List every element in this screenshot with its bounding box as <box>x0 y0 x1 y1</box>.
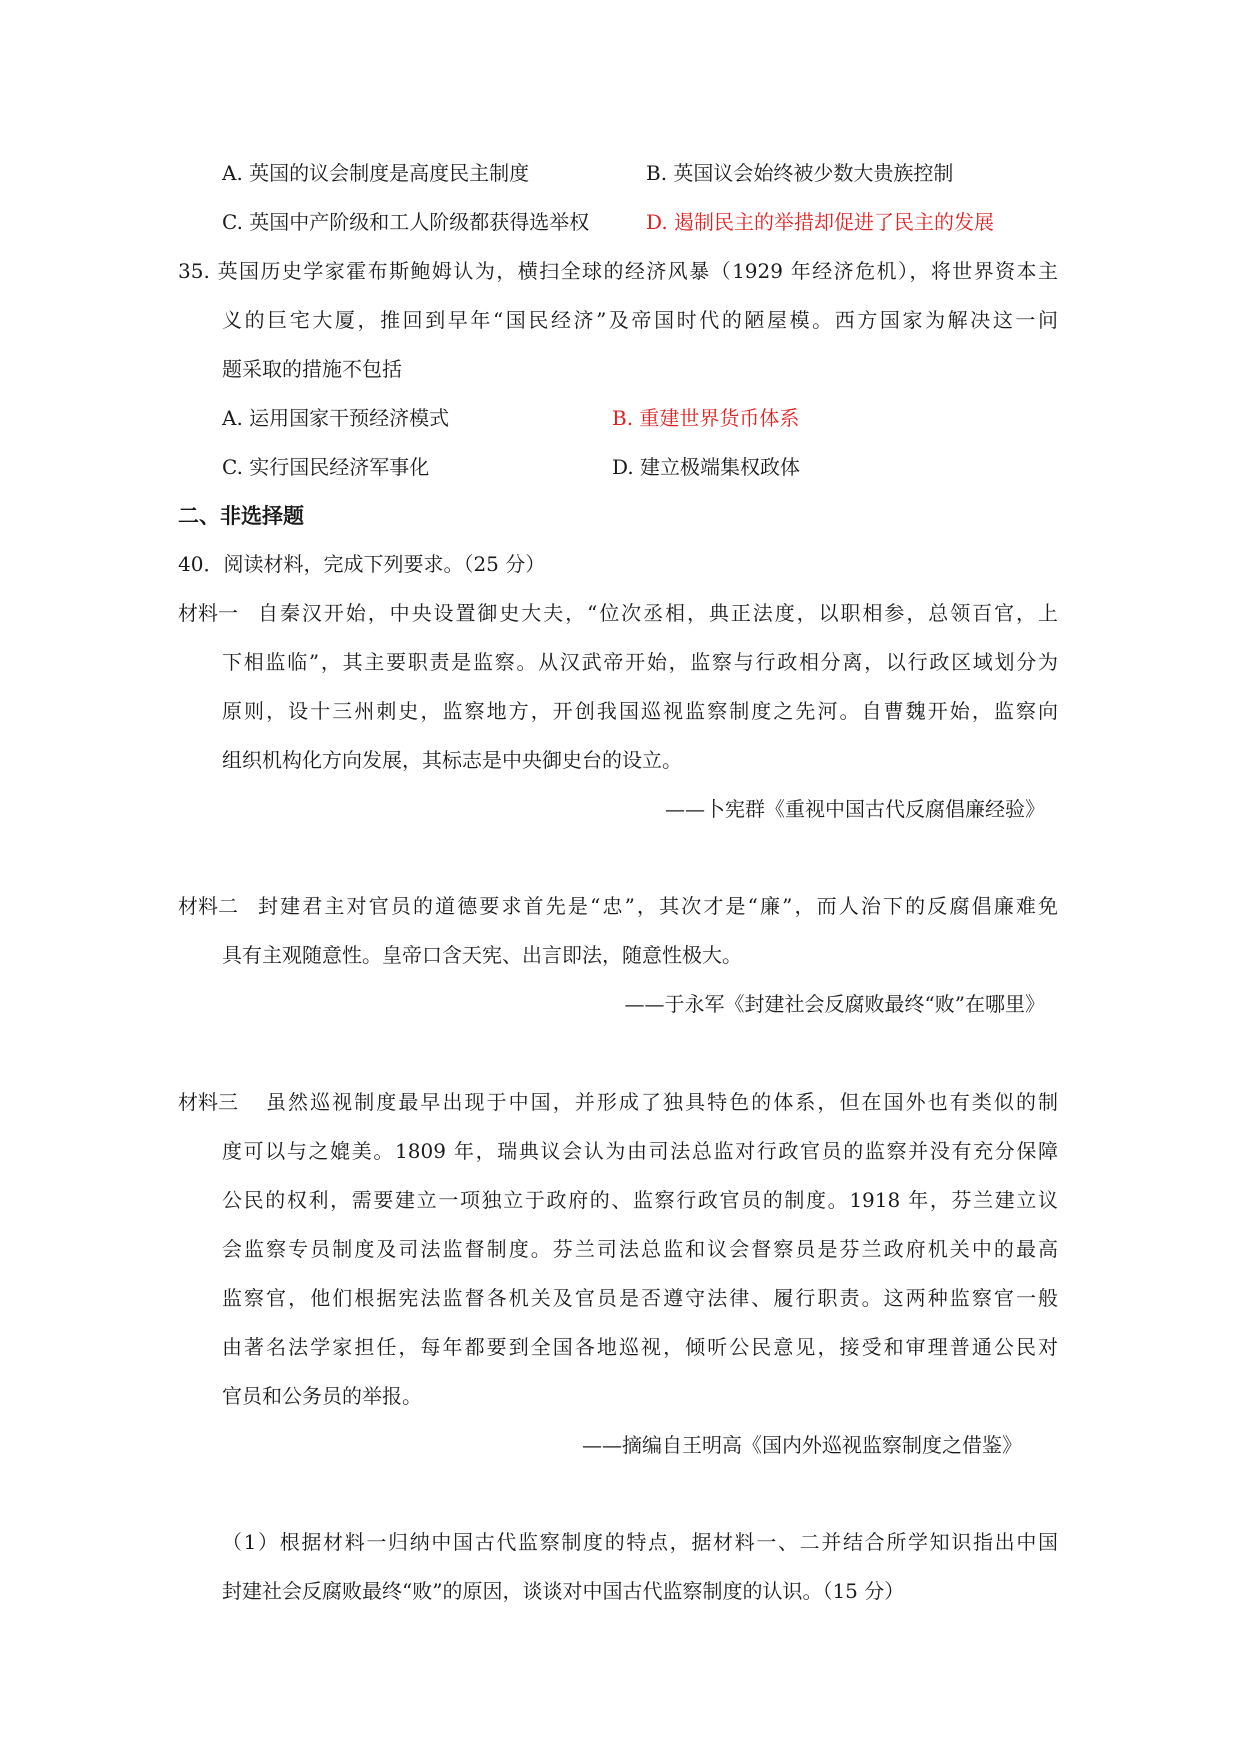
material2-source: ——于永军《封建社会反腐败最终“败”在哪里》 <box>624 992 1045 1016</box>
subquestion1-line-2: 封建社会反腐败最终“败”的原因，谈谈对中国古代监察制度的认识。（15 分） <box>222 1579 905 1603</box>
q34-option-d-answer: D. 遏制民主的举措却促进了民主的发展 <box>646 210 995 234</box>
material1-line-2: 下相监临”，其主要职责是监察。从汉武帝开始，监察与行政相分离，以行政区域划分为 <box>222 650 1058 674</box>
q40-stem: 40．阅读材料，完成下列要求。（25 分） <box>178 552 546 576</box>
material3-line-2: 度可以与之媲美。1809 年，瑞典议会认为由司法总监对行政官员的监察并没有充分保障 <box>222 1139 1058 1163</box>
material2-line-1: 封建君主对官员的道德要求首先是“忠”，其次才是“廉”，而人治下的反腐倡廉难免 <box>258 894 1058 918</box>
material3-source: ——摘编自王明高《国内外巡视监察制度之借鉴》 <box>582 1433 1022 1457</box>
q35-option-a: A. 运用国家干预经济模式 <box>222 406 450 430</box>
q35-stem-line-1: 35. 英国历史学家霍布斯鲍姆认为，横扫全球的经济风暴（1929 年经济危机），将世界资本主 <box>178 259 1058 283</box>
material3-label: 材料三 <box>178 1090 238 1114</box>
material1-line-3: 原则，设十三州刺史，监察地方，开创我国巡视监察制度之先河。自曹魏开始，监察向 <box>222 699 1058 723</box>
material3-line-4: 会监察专员制度及司法监督制度。芬兰司法总监和议会督察员是芬兰政府机关中的最高 <box>222 1237 1058 1261</box>
material3-line-7: 官员和公务员的举报。 <box>222 1384 422 1408</box>
material3-line-3: 公民的权利，需要建立一项独立于政府的、监察行政官员的制度。1918 年，芬兰建立议 <box>222 1188 1058 1212</box>
material1-line-4: 组织机构化方向发展，其标志是中央御史台的设立。 <box>222 748 682 772</box>
material2-label: 材料二 <box>178 894 238 918</box>
q35-option-b-answer: B. 重建世界货币体系 <box>612 406 800 430</box>
material2-line-2: 具有主观随意性。皇帝口含天宪、出言即法，随意性极大。 <box>222 943 742 967</box>
q34-option-b: B. 英国议会始终被少数大贵族控制 <box>646 161 954 185</box>
q34-option-c: C. 英国中产阶级和工人阶级都获得选举权 <box>222 210 590 234</box>
q35-stem-line-3: 题采取的措施不包括 <box>222 357 402 381</box>
section2-heading: 二、非选择题 <box>178 504 304 528</box>
material1-line-1: 自秦汉开始，中央设置御史大夫，“位次丞相，典正法度，以职相参，总领百官，上 <box>258 601 1058 625</box>
q35-stem-line-2: 义的巨宅大厦，推回到早年“国民经济”及帝国时代的陋屋模。西方国家为解决这一问 <box>222 308 1058 332</box>
material1-source: ——卜宪群《重视中国古代反腐倡廉经验》 <box>665 797 1045 821</box>
q35-option-d: D. 建立极端集权政体 <box>612 455 801 479</box>
subquestion1-line-1: （1）根据材料一归纳中国古代监察制度的特点，据材料一、二并结合所学知识指出中国 <box>222 1530 1058 1554</box>
material1-label: 材料一 <box>178 601 238 625</box>
material3-line-5: 监察官，他们根据宪法监督各机关及官员是否遵守法律、履行职责。这两种监察官一般 <box>222 1286 1058 1310</box>
material3-line-6: 由著名法学家担任，每年都要到全国各地巡视，倾听公民意见，接受和审理普通公民对 <box>222 1335 1058 1359</box>
material3-line-1: 虽然巡视制度最早出现于中国，并形成了独具特色的体系，但在国外也有类似的制 <box>266 1090 1058 1114</box>
q34-option-a: A. 英国的议会制度是高度民主制度 <box>222 161 530 185</box>
q35-option-c: C. 实行国民经济军事化 <box>222 455 430 479</box>
